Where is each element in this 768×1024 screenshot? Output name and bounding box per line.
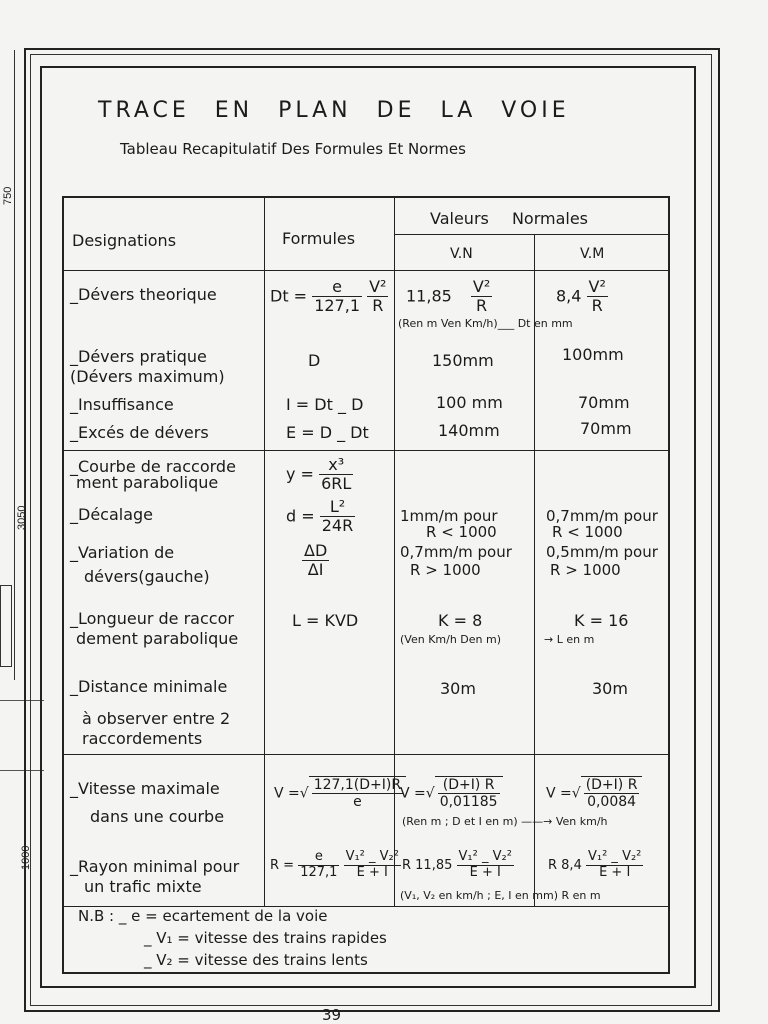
row-devers-pratique-sublabel: (Dévers maximum) — [70, 367, 225, 386]
row-distance-vn: 30m — [440, 679, 476, 698]
row-divider — [64, 450, 668, 451]
row-courbe-sublabel: ment parabolique — [76, 473, 219, 492]
row-decalage-vn-line1: 1mm/m pour — [400, 507, 498, 525]
row-decalage-vm-line2: R < 1000 — [552, 523, 623, 541]
note-v1: _ V₁ = vitesse des trains rapides — [144, 929, 387, 947]
row-courbe-formula: y = $\frac{\text{x³}}{6RL}$ — [286, 455, 352, 494]
row-longueur-note-vm: → L en m — [544, 633, 595, 646]
row-decalage-vn-line2: R < 1000 — [426, 523, 497, 541]
row-longueur-sublabel: dement parabolique — [76, 629, 239, 648]
row-insuffisance-formula: I = Dt _ D — [286, 395, 364, 414]
page-title: TRACE EN PLAN DE LA VOIE — [98, 98, 570, 123]
row-vitesse-vn: V =√ $\frac{(D+I) R}{0,01185}$ — [400, 776, 503, 810]
row-longueur-label: _Longueur de raccor — [70, 609, 234, 628]
row-longueur-vn: K = 8 — [438, 611, 483, 630]
row-variation-vn-line2: R > 1000 — [410, 561, 481, 579]
row-insuffisance-vn: 100 mm — [436, 393, 503, 412]
row-devers-theorique-vm: 8,4 $\frac{\text{V²}}{R}$ — [556, 277, 606, 316]
row-variation-sublabel: dévers(gauche) — [84, 567, 210, 586]
col-divider — [534, 234, 535, 906]
row-rayon-vn: R 11,85 $\frac{\text{V₁² \_ V₂²}}{E + I}$ — [402, 849, 512, 880]
page-number: 39 — [322, 1006, 342, 1024]
dimension-label-750: 750 — [2, 186, 14, 205]
row-divider — [64, 270, 668, 271]
row-devers-pratique-formula: D — [308, 351, 321, 370]
row-exces-label: _Excés de dévers — [70, 423, 209, 442]
row-divider — [394, 234, 668, 235]
row-insuffisance-vm: 70mm — [578, 393, 630, 412]
row-insuffisance-label: _Insuffisance — [70, 395, 174, 414]
row-devers-theorique-formula: Dt = $\frac{e}{127,1}$ $\frac{\text{V²}}{R}$ — [270, 277, 387, 316]
row-devers-pratique-vm: 100mm — [562, 345, 624, 364]
row-devers-pratique-vn: 150mm — [432, 351, 494, 370]
note-v2: _ V₂ = vitesse des trains lents — [144, 951, 368, 969]
row-vitesse-sublabel: dans une courbe — [90, 807, 225, 826]
row-decalage-formula: d = $\frac{\text{L²}}{24R}$ — [286, 497, 354, 536]
row-rayon-formula: R = $\frac{e}{127,1}$ $\frac{\text{V₁² \_ V₂²}}{E + I}$ — [270, 849, 399, 880]
header-vn: V.N — [450, 246, 473, 262]
row-longueur-formula: L = KVD — [292, 611, 359, 630]
row-devers-theorique-vn: 11,85 $\frac{\text{V²}}{R}$ — [406, 277, 491, 316]
row-devers-theorique-label: _Dévers theorique — [70, 285, 217, 304]
row-exces-formula: E = D _ Dt — [286, 423, 369, 442]
row-devers-theorique-note: (Ren m Ven Km/h)___ Dt en mm — [398, 317, 573, 330]
row-rayon-vm: R 8,4 $\frac{\text{V₁² \_ V₂²}}{E + I}$ — [548, 849, 642, 880]
col-divider — [264, 198, 265, 906]
row-rayon-note: (V₁, V₂ en km/h ; E, I en mm) R en m — [400, 889, 601, 902]
row-distance-sublabel1: à observer entre 2 — [82, 709, 231, 728]
row-courbe-label: _Courbe de raccorde — [70, 457, 236, 476]
row-exces-vm: 70mm — [580, 419, 632, 438]
header-formules: Formules — [282, 229, 356, 248]
margin-drawing-box — [0, 585, 12, 667]
header-designations: Designations — [72, 231, 177, 250]
row-distance-label: _Distance minimale — [70, 677, 228, 696]
row-variation-vm-line1: 0,5mm/m pour — [546, 543, 658, 561]
row-rayon-sublabel: un trafic mixte — [84, 877, 202, 896]
row-decalage-vm-line1: 0,7mm/m pour — [546, 507, 658, 525]
row-distance-sublabel2: raccordements — [82, 729, 203, 748]
dimension-label-3050: 3050 — [16, 505, 28, 530]
formulas-table — [62, 196, 670, 974]
note-ecartement: N.B : _ e = ecartement de la voie — [78, 907, 328, 925]
row-longueur-note-vn: (Ven Km/h Den m) — [400, 633, 502, 646]
page-subtitle: Tableau Recapitulatif Des Formules Et Normes — [120, 140, 466, 158]
row-distance-vm: 30m — [592, 679, 628, 698]
header-vm: V.M — [580, 246, 605, 262]
row-exces-vn: 140mm — [438, 421, 500, 440]
row-vitesse-formula: V =√ $\frac{127,1(D+I)R}{e}$ — [274, 776, 406, 810]
row-vitesse-label: _Vitesse maximale — [70, 779, 220, 798]
row-decalage-label: _Décalage — [70, 505, 154, 524]
row-vitesse-note: (Ren m ; D et I en m) ——→ Ven km/h — [402, 815, 608, 828]
row-variation-formula: $\frac{\Delta D}{\Delta I}$ — [304, 541, 328, 580]
row-vitesse-vm: V =√ $\frac{(D+I) R}{0,0084}$ — [546, 776, 642, 810]
row-rayon-label: _Rayon minimal pour — [70, 857, 240, 876]
row-variation-label: _Variation de — [70, 543, 175, 562]
header-valeurs-normales: Valeurs Normales — [430, 209, 589, 228]
dimension-label-1000: 1000 — [20, 845, 32, 870]
row-variation-vm-line2: R > 1000 — [550, 561, 621, 579]
row-variation-vn-line1: 0,7mm/m pour — [400, 543, 512, 561]
row-devers-pratique-label: _Dévers pratique — [70, 347, 207, 366]
row-divider — [64, 754, 668, 755]
row-longueur-vm: K = 16 — [574, 611, 629, 630]
